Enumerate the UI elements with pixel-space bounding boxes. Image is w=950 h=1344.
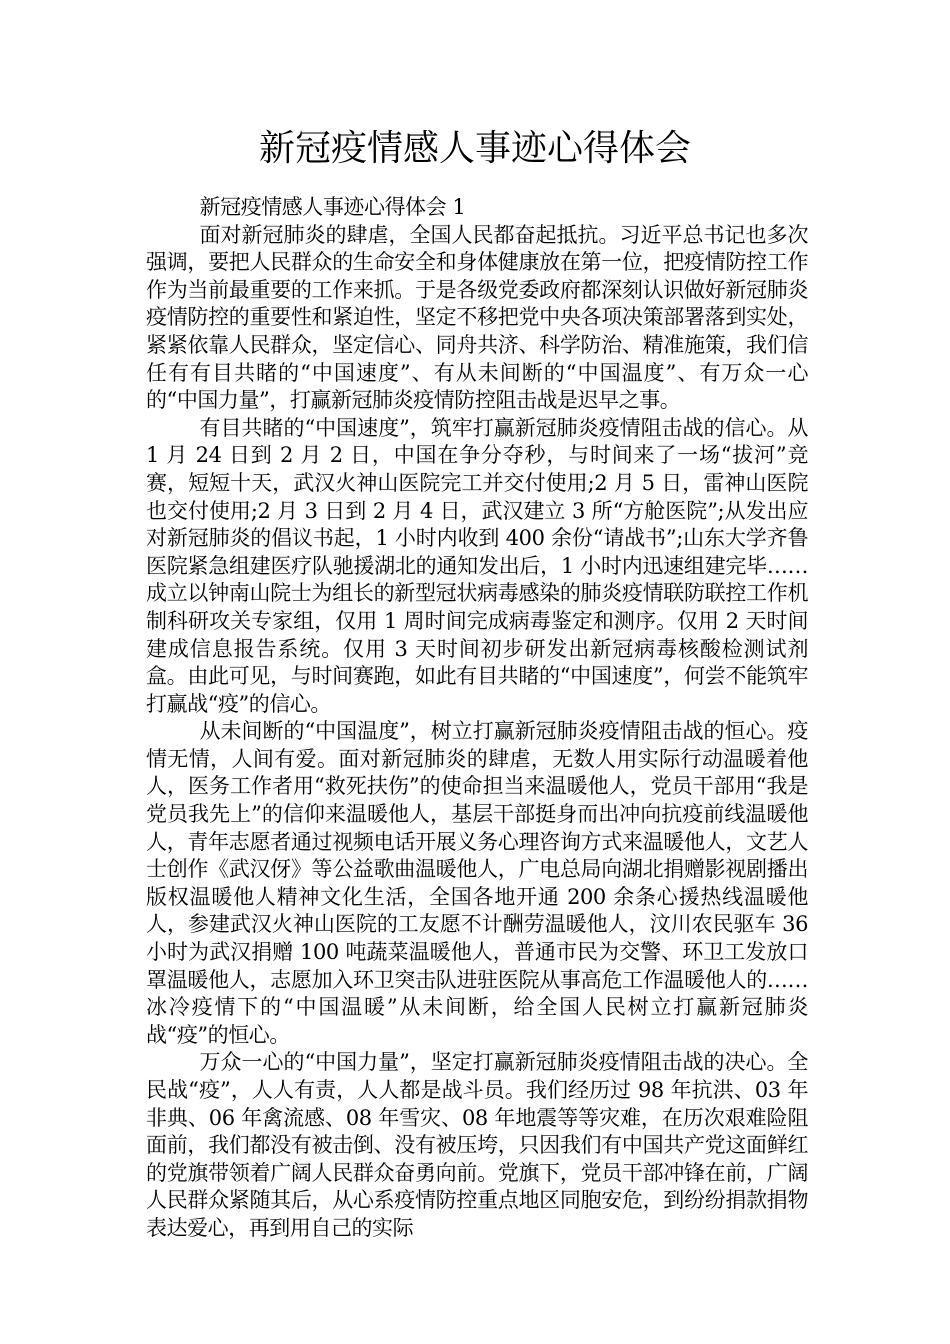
paragraph: 有目共睹的“中国速度”，筑牢打赢新冠肺炎疫情阻击战的信心。从 1 月 24 日到 2 月 2 日，中国在争分夺秒，与时间来了一场“拔河”竞赛，短短十天，武汉火神山医院完工并交付使用;2 月 5 日，雷神山医院也交付使用;2 月 3 日到 2 月 4 日，武汉建立 3 所“方舱医院”;从发出应对新冠肺炎的倡议书起，1 小时内收到 400 余份“请战书”;山东大学齐鲁医院紧急组建医疗队驰援湖北的通知发出后，1 小时内迅速组建完毕……成立以钟南山院士为组长的新型冠状病毒感染的肺炎疫情联防联控工作机制科研攻关专家组，仅用 1 周时间完成病毒鉴定和测序。仅用 2 天时间建成信息报告系统。仅用 3 天时间初步研发出新冠病毒核酸检测试剂盒。由此可见，与时间赛跑，如此有目共睹的“中国速度”，何尝不能筑牢打赢战“疫”的信心。	[146, 415, 808, 716]
paragraph: 从未间断的“中国温度”，树立打赢新冠肺炎疫情阻击战的恒心。疫情无情，人间有爱。面对新冠肺炎的肆虐，无数人用实际行动温暖着他人，医务工作者用“救死扶伤”的使命担当来温暖他人，党员干部用“我是党员我先上”的信仰来温暖他人，基层干部挺身而出冲向抗疫前线温暖他人，青年志愿者通过视频电话开展义务心理咨询方式来温暖他人，文艺人士创作《武汉伢》等公益歌曲温暖他人，广电总局向湖北捐赠影视剧播出版权温暖他人精神文化生活，全国各地开通 200 余条心援热线温暖他人，参建武汉火神山医院的工友愿不计酬劳温暖他人，汶川农民驱车 36 小时为武汉捐赠 100 吨蔬菜温暖他人，普通市民为交警、环卫工发放口罩温暖他人，志愿加入环卫突击队进驻医院从事高危工作温暖他人的……冰冷疫情下的“中国温暖”从未间断，给全国人民树立打赢新冠肺炎战“疫”的恒心。	[146, 719, 808, 1047]
paragraph: 面对新冠肺炎的肆虐，全国人民都奋起抵抗。习近平总书记也多次强调，要把人民群众的生命安全和身体健康放在第一位，把疫情防控工作作为当前最重要的工作来抓。于是各级党委政府都深刻认识做好新冠肺炎疫情防控的重要性和紧迫性，坚定不移把党中央各项决策部署落到实处，紧紧依靠人民群众，坚定信心、同舟共济、科学防治、精准施策，我们信任有有目共睹的“中国速度”、有从未间断的“中国温度”、有万众一心的“中国力量”，打赢新冠肺炎疫情防控阻击战是迟早之事。	[146, 222, 808, 413]
document-title: 新冠疫情感人事迹心得体会	[258, 128, 691, 169]
section-heading: 新冠疫情感人事迹心得体会 1	[199, 195, 466, 219]
paragraph: 万众一心的“中国力量”，坚定打赢新冠肺炎疫情阻击战的决心。全民战“疫”，人人有责，人人都是战斗员。我们经历过 98 年抗洪、03 年非典、06 年禽流感、08 年雪灾、08 年地震等等灾难，在历次艰难险阻面前，我们都没有被击倒、没有被压垮，只因我们有中国共产党这面鲜红的党旗带领着广阔人民群众奋勇向前。党旗下，党员干部冲锋在前，广阔人民群众紧随其后，从心系疫情防控重点地区同胞安危，到纷纷捐款捐物表达爱心，再到用自己的实际	[146, 1050, 808, 1240]
document-body	[146, 194, 808, 1243]
